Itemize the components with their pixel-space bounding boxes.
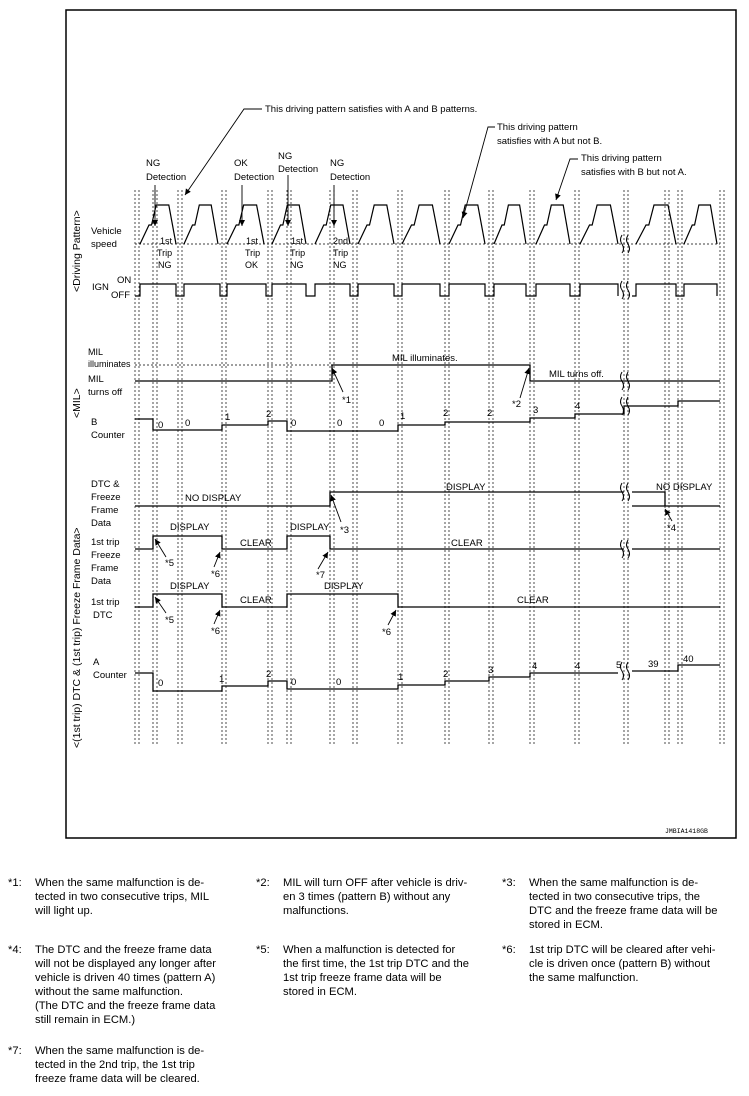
note-6-key: *6: <box>502 944 516 956</box>
note-3-line: stored in ECM. <box>529 919 603 931</box>
b-counter-val-4: 2 <box>266 409 272 420</box>
b-counter-val-6: 0 <box>337 418 343 429</box>
a-counter-val-4: 0 <box>291 677 297 688</box>
speed-cycle <box>184 205 218 244</box>
label-dtc-ff-4: Data <box>91 518 112 529</box>
note-3-line: DTC and the freeze frame data will be <box>529 905 718 917</box>
star-7: *7 <box>316 570 325 581</box>
dtc-ff-display: DISPLAY <box>446 482 486 493</box>
ff1-trace <box>135 536 720 549</box>
note-3-line: When the same malfunction is de- <box>529 877 699 889</box>
detection-1-line2: Detection <box>146 172 187 183</box>
note-1-line: When the same malfunction is de- <box>35 877 205 889</box>
label-a-counter-1: A <box>93 657 100 668</box>
note-1-key: *1: <box>8 877 22 889</box>
star-6b: *6 <box>211 626 220 637</box>
speed-cycle <box>402 205 440 244</box>
break-mark <box>627 662 630 680</box>
callout-a-not-b-line1: This driving pattern <box>497 122 578 133</box>
trip-1-line3: NG <box>158 260 172 270</box>
b-counter-val-3: 1 <box>225 412 231 423</box>
note-3-line: tected in two consecutive trips, the <box>529 891 701 903</box>
speed-cycle <box>494 205 526 244</box>
label-dtc-ff-1: DTC & <box>91 479 120 490</box>
speed-cycle <box>449 205 485 244</box>
note-4-line: will not be displayed any longer after <box>35 958 216 970</box>
note-4-line: The DTC and the freeze frame data <box>35 944 212 956</box>
b-counter-trace <box>135 401 720 431</box>
trip-2-line3: OK <box>245 260 259 270</box>
note-6-line: the same malfunction. <box>529 972 639 984</box>
ff1-display-2: DISPLAY <box>290 522 330 533</box>
speed-cycle <box>636 205 676 244</box>
note-5-line: the first time, the 1st trip DTC and the <box>283 958 469 970</box>
ff1-display-1: DISPLAY <box>170 522 210 533</box>
b-counter-val-2: 0 <box>185 418 191 429</box>
note-1-line: will light up. <box>35 905 93 917</box>
note-4-line: vehicle is driven 40 times (pattern A) <box>35 972 216 984</box>
b-counter-val-8: 1 <box>400 411 406 422</box>
a-counter-val-1: 0 <box>158 678 164 689</box>
dtc1-clear-1: CLEAR <box>240 595 272 606</box>
a-counter-val-11: 5 <box>616 660 622 671</box>
dtc-ff-trace-end <box>632 492 665 506</box>
speed-cycle <box>536 205 570 244</box>
note-5-key: *5: <box>256 944 270 956</box>
label-b-counter-2: Counter <box>91 430 125 441</box>
callout-b-not-a-line2: satisfies with B but not A. <box>581 167 687 178</box>
callout-ab-pattern: This driving pattern satisfies with A and B patterns. <box>265 104 478 115</box>
star-5a: *5 <box>165 558 174 569</box>
a-counter-val-6: 1 <box>398 672 404 683</box>
a-counter-val-10: 4 <box>575 661 581 672</box>
speed-cycle <box>580 205 618 244</box>
a-counter-val-13: 40 <box>683 654 694 665</box>
figure-frame <box>66 10 736 838</box>
note-4-line: (The DTC and the freeze frame data <box>35 1000 216 1012</box>
break-mark <box>621 662 624 680</box>
break-mark <box>621 281 624 299</box>
label-mil-illuminates-2: illuminates <box>88 359 131 369</box>
label-speed: speed <box>91 239 117 250</box>
ff1-clear-2: CLEAR <box>451 538 483 549</box>
trip-1-line2: Trip <box>157 248 173 258</box>
label-mil-turns-off-1: MIL <box>88 374 104 385</box>
note-7-line: freeze frame data will be cleared. <box>35 1073 200 1085</box>
trip-3-line2: Trip <box>290 248 306 258</box>
label-ff1-3: Frame <box>91 563 119 574</box>
label-dtc1-2: DTC <box>93 610 113 621</box>
row-title-dtc-ff: <(1st trip) DTC & (1st trip) Freeze Frame Data> <box>71 527 83 748</box>
a-counter-val-7: 2 <box>443 669 449 680</box>
note-3-key: *3: <box>502 877 516 889</box>
ign-segment-2 <box>632 284 717 296</box>
vehicle-speed-trace <box>140 205 717 244</box>
label-vehicle: Vehicle <box>91 226 122 237</box>
note-7-line: tected in the 2nd trip, the 1st trip <box>35 1059 195 1071</box>
dtc-ff-no-display-2: NO DISPLAY <box>656 482 713 493</box>
note-7-line: When the same malfunction is de- <box>35 1045 205 1057</box>
trip-4-line3: NG <box>333 260 347 270</box>
label-mil-turns-off-2: turns off <box>88 387 123 398</box>
ff1-clear-1: CLEAR <box>240 538 272 549</box>
detection-2-line2: Detection <box>234 172 275 183</box>
label-ff1-2: Freeze <box>91 550 121 561</box>
note-2-line: en 3 times (pattern B) without any <box>283 891 451 903</box>
trip-4-line1: 2nd <box>333 236 349 246</box>
dtc1-display-2: DISPLAY <box>324 581 364 592</box>
a-counter-val-8: 3 <box>488 665 494 676</box>
note-6-line: cle is driven once (pattern B) without <box>529 958 710 970</box>
callout-b-not-a-line1: This driving pattern <box>581 153 662 164</box>
mil-trace <box>135 365 720 381</box>
time-break-marks <box>621 235 630 680</box>
note-1-line: tected in two consecutive trips, MIL <box>35 891 210 903</box>
star-6c: *6 <box>382 627 391 638</box>
detection-4-line2: Detection <box>330 172 371 183</box>
trip-4-line2: Trip <box>333 248 349 258</box>
star-4: *4 <box>667 523 676 534</box>
label-dtc-ff-2: Freeze <box>91 492 121 503</box>
speed-cycle <box>358 205 394 244</box>
trip-1-line1: 1st <box>160 236 173 246</box>
label-mil-illuminates-1: MIL <box>88 347 104 357</box>
note-5-line: When a malfunction is detected for <box>283 944 456 956</box>
a-counter-val-12: 39 <box>648 659 659 670</box>
label-b-counter-1: B <box>91 417 98 428</box>
note-2-line: MIL will turn OFF after vehicle is driv- <box>283 877 468 889</box>
label-dtc1-1: 1st trip <box>91 597 120 608</box>
figure-code: JMBIA1418GB <box>665 828 708 835</box>
detection-3-line2: Detection <box>278 164 319 175</box>
note-4-line: still remain in ECM.) <box>35 1014 136 1026</box>
a-counter-val-2: 1 <box>219 674 225 685</box>
row-title-mil: <MIL> <box>71 388 83 418</box>
trip-boundary-lines <box>135 190 724 745</box>
star-5b: *5 <box>165 615 174 626</box>
note-4-key: *4: <box>8 944 22 956</box>
ign-segment-1 <box>135 284 618 296</box>
label-a-counter-2: Counter <box>93 670 127 681</box>
note-4-line: without the same malfunction. <box>35 986 183 998</box>
b-counter-val-1: 0 <box>158 420 164 431</box>
detection-4-line1: NG <box>330 158 345 169</box>
mil-turns-off-text: MIL turns off. <box>549 369 604 380</box>
label-off: OFF <box>111 290 130 301</box>
speed-cycle <box>684 205 717 244</box>
label-ign: IGN <box>92 282 109 293</box>
dtc-ff-no-display: NO DISPLAY <box>185 493 242 504</box>
trip-2-line2: Trip <box>245 248 261 258</box>
label-ff1-4: Data <box>91 576 112 587</box>
detection-1-line1: NG <box>146 158 161 169</box>
b-counter-val-5: 0 <box>291 418 297 429</box>
dtc1-display-1: DISPLAY <box>170 581 210 592</box>
label-on: ON <box>117 275 132 286</box>
note-7-key: *7: <box>8 1045 22 1057</box>
note-2-line: malfunctions. <box>283 905 349 917</box>
trip-3-line3: NG <box>290 260 304 270</box>
dtc1-trace <box>135 594 720 607</box>
star-3: *3 <box>340 525 349 536</box>
a-counter-val-3: 2 <box>266 669 272 680</box>
label-ff1-1: 1st trip <box>91 537 120 548</box>
note-2-key: *2: <box>256 877 270 889</box>
mil-illuminates-text: MIL illuminates. <box>392 353 458 364</box>
b-counter-val-11: 3 <box>533 405 539 416</box>
label-dtc-ff-3: Frame <box>91 505 119 516</box>
star-1: *1 <box>342 395 351 406</box>
star-2: *2 <box>512 399 521 410</box>
note-5-line: 1st trip freeze frame data will be <box>283 972 442 984</box>
dtc1-clear-2: CLEAR <box>517 595 549 606</box>
trip-2-line1: 1st <box>246 236 259 246</box>
a-counter-val-5: 0 <box>336 677 342 688</box>
callout-a-not-b-line2: satisfies with A but not B. <box>497 136 603 147</box>
detection-2-line1: OK <box>234 158 248 169</box>
b-counter-val-12: 4 <box>575 401 581 412</box>
star-6a: *6 <box>211 569 220 580</box>
break-mark <box>621 397 624 415</box>
b-counter-val-7: 0 <box>379 418 385 429</box>
trip-3-line1: 1st <box>291 236 304 246</box>
a-counter-val-9: 4 <box>532 661 538 672</box>
row-title-driving-pattern: <Driving Pattern> <box>71 210 83 292</box>
b-counter-val-10: 2 <box>487 408 493 419</box>
detection-3-line1: NG <box>278 151 293 162</box>
b-counter-val-9: 2 <box>443 408 449 419</box>
note-5-line: stored in ECM. <box>283 986 357 998</box>
note-6-line: 1st trip DTC will be cleared after vehi- <box>529 944 716 956</box>
